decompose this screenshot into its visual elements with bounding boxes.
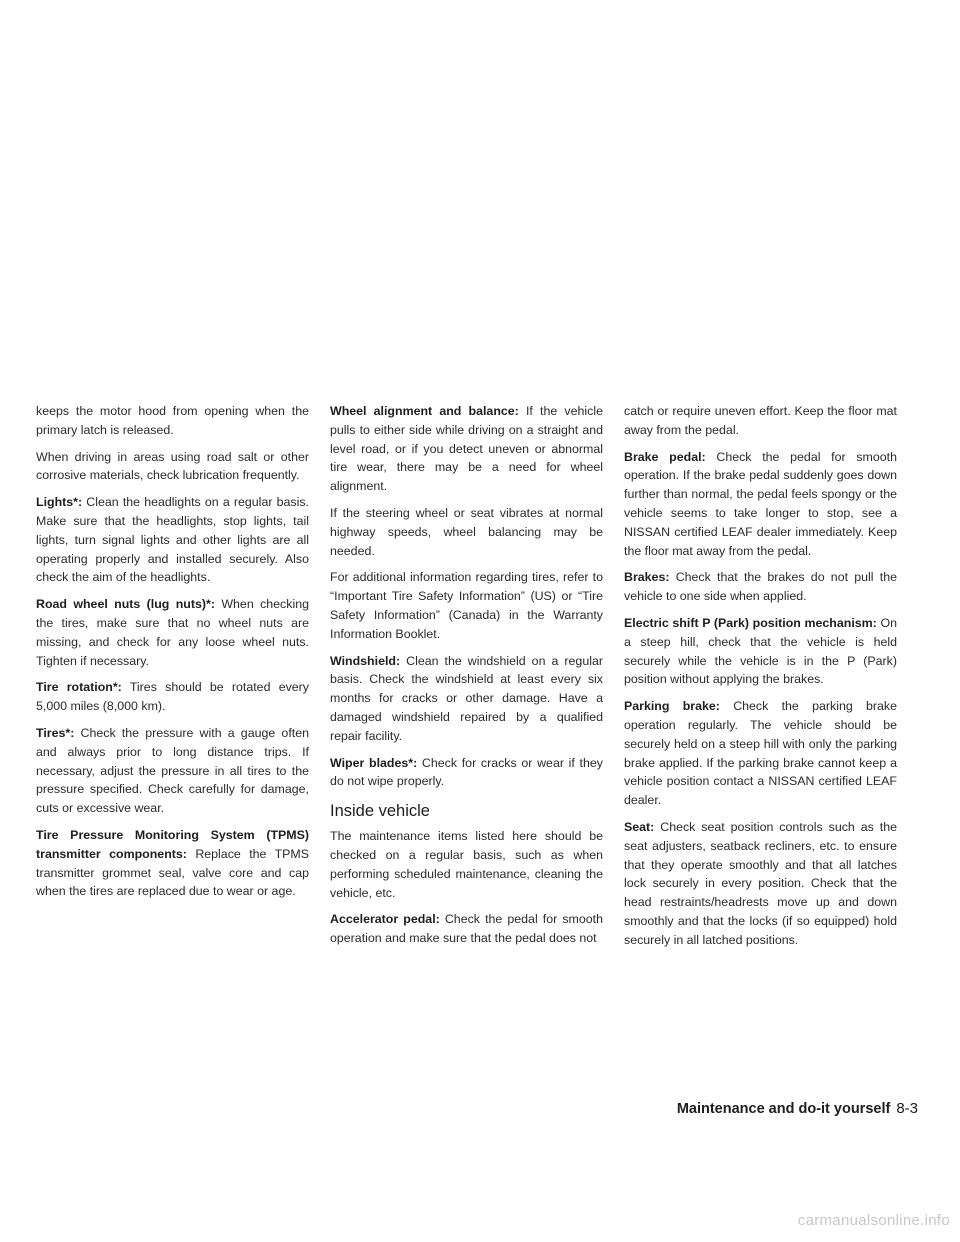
paragraph-text: Check seat position controls such as the seat adjusters, seatback recliners, etc. to ensure that they operate smoothly and that all latches lock securely in every position. Check that the head restraints/headrests move up and down smoothly and that the locks (if so equipped) hold securely in all latched positions. xyxy=(624,819,897,947)
paragraph-lead: Tires*: xyxy=(36,725,75,740)
paragraph-text: Check the pressure with a gauge often and always prior to long distance trips. If necessary, adjust the pressure in all tires to the pressure specified. Check carefully for damage, cuts or excessive wear. xyxy=(36,725,309,816)
paragraph xyxy=(36,724,309,818)
paragraph xyxy=(36,826,309,901)
paragraph xyxy=(330,504,603,560)
paragraph-text: keeps the motor hood from opening when the primary latch is released. xyxy=(36,404,309,437)
paragraph-lead: Windshield: xyxy=(330,653,401,668)
paragraph xyxy=(36,448,309,486)
paragraph xyxy=(36,595,309,670)
paragraph xyxy=(36,678,309,716)
paragraph-text: Check for cracks or wear if they do not wipe properly. xyxy=(330,755,603,789)
paragraph-text: The maintenance items listed here should be checked on a regular basis, such as when performing scheduled maintenance, cleaning the vehicle, etc. xyxy=(330,829,603,900)
paragraph-text: Check that the brakes do not pull the vehicle to one side when applied. xyxy=(624,570,897,604)
paragraph-text: When driving in areas using road salt or other corrosive materials, check lubrication frequently. xyxy=(36,449,309,483)
paragraph xyxy=(624,568,897,606)
paragraph-lead: Wiper blades*: xyxy=(330,755,418,770)
page-number: 8-3 xyxy=(896,1100,918,1117)
paragraph-text: If the vehicle pulls to either side while driving on a straight and level road, or if you detect uneven or abnormal tire wear, there may be a need for wheel alignment. xyxy=(330,404,603,494)
paragraph-lead: Accelerator pedal: xyxy=(330,912,440,927)
text-column-3 xyxy=(624,402,897,958)
paragraph-lead: Brakes: xyxy=(624,570,670,585)
paragraph-lead: Road wheel nuts (lug nuts)*: xyxy=(36,597,215,612)
text-column-1 xyxy=(36,402,309,909)
paragraph-text: Check the pedal for smooth operation. If the brake pedal suddenly goes down further than normal, the pedal feels spongy or the vehicle seems to take longer to stop, see a NISSAN certified LEAF dealer immediately. Keep the floor mat away from the pedal. xyxy=(624,449,897,558)
paragraph-text: Replace the TPMS transmitter grommet seal, valve core and cap when the tires are replaced due to wear or age. xyxy=(36,846,310,899)
paragraph-text: Check the pedal for smooth operation and make sure that the pedal does not xyxy=(330,912,603,946)
col2-paragraphs-after-heading xyxy=(330,827,603,948)
watermark: carmanualsonline.info xyxy=(797,1212,950,1229)
paragraph xyxy=(36,402,309,440)
paragraph-text: For additional information regarding tires, refer to “Important Tire Safety Information” (US) or “Tire Safety Information” (Canada) in the Warranty Information Booklet. xyxy=(330,570,603,641)
paragraph xyxy=(624,818,897,950)
paragraph-lead: Seat: xyxy=(624,819,655,834)
paragraph-text: When checking the tires, make sure that no wheel nuts are missing, and check for any loose wheel nuts. Tighten if necessary. xyxy=(36,597,309,668)
paragraph-text: Clean the windshield on a regular basis. Check the windshield at least every six months for cracks or other damage. Have a damaged windshield repaired by a qualified repair facility. xyxy=(330,653,603,743)
paragraph xyxy=(624,448,897,561)
paragraph-text: If the steering wheel or seat vibrates at normal highway speeds, wheel balancing may be needed. xyxy=(330,505,603,558)
paragraph-lead: Parking brake: xyxy=(624,699,720,714)
paragraph-lead: Wheel alignment and balance: xyxy=(330,404,519,418)
paragraph xyxy=(36,493,309,587)
paragraph xyxy=(624,402,897,440)
paragraph xyxy=(330,402,603,496)
paragraph xyxy=(330,652,603,746)
section-heading-inside-vehicle: Inside vehicle xyxy=(330,802,430,821)
paragraph-lead: Electric shift P (Park) position mechanism: xyxy=(624,615,877,630)
col2-paragraphs xyxy=(330,402,603,791)
paragraph xyxy=(330,568,603,643)
footer-section-title: Maintenance and do-it yourself xyxy=(676,1101,891,1117)
paragraph-lead: Lights*: xyxy=(36,495,83,510)
text-column-2 xyxy=(330,402,603,956)
paragraph-text: Check the parking brake operation regularly. The vehicle should be securely held on a steep hill with only the parking brake applied. If the parking brake cannot keep a vehicle position contact a NISSAN certified LEAF dealer. xyxy=(624,699,897,808)
paragraph xyxy=(330,827,603,902)
paragraph-text: On a steep hill, check that the vehicle is held securely while the vehicle is in the P (Park) position without applying the brakes. xyxy=(624,615,897,687)
paragraph-text: Tires should be rotated every 5,000 miles (8,000 km). xyxy=(36,680,309,714)
paragraph-text: Clean the headlights on a regular basis. Make sure that the headlights, stop lights, tail lights, turn signal lights and other lights are all operating properly and installed securely. Also check the aim of the headlights. xyxy=(36,495,309,585)
paragraph xyxy=(330,910,603,948)
paragraph-lead: Tire Pressure Monitoring System (TPMS) transmitter components: xyxy=(36,827,309,861)
paragraph xyxy=(624,614,897,689)
paragraph-text: catch or require uneven effort. Keep the floor mat away from the pedal. xyxy=(624,404,897,437)
paragraph-lead: Brake pedal: xyxy=(624,449,706,464)
paragraph xyxy=(330,754,603,792)
paragraph-lead: Tire rotation*: xyxy=(36,680,122,695)
page-footer xyxy=(677,1100,918,1117)
paragraph xyxy=(624,697,897,810)
